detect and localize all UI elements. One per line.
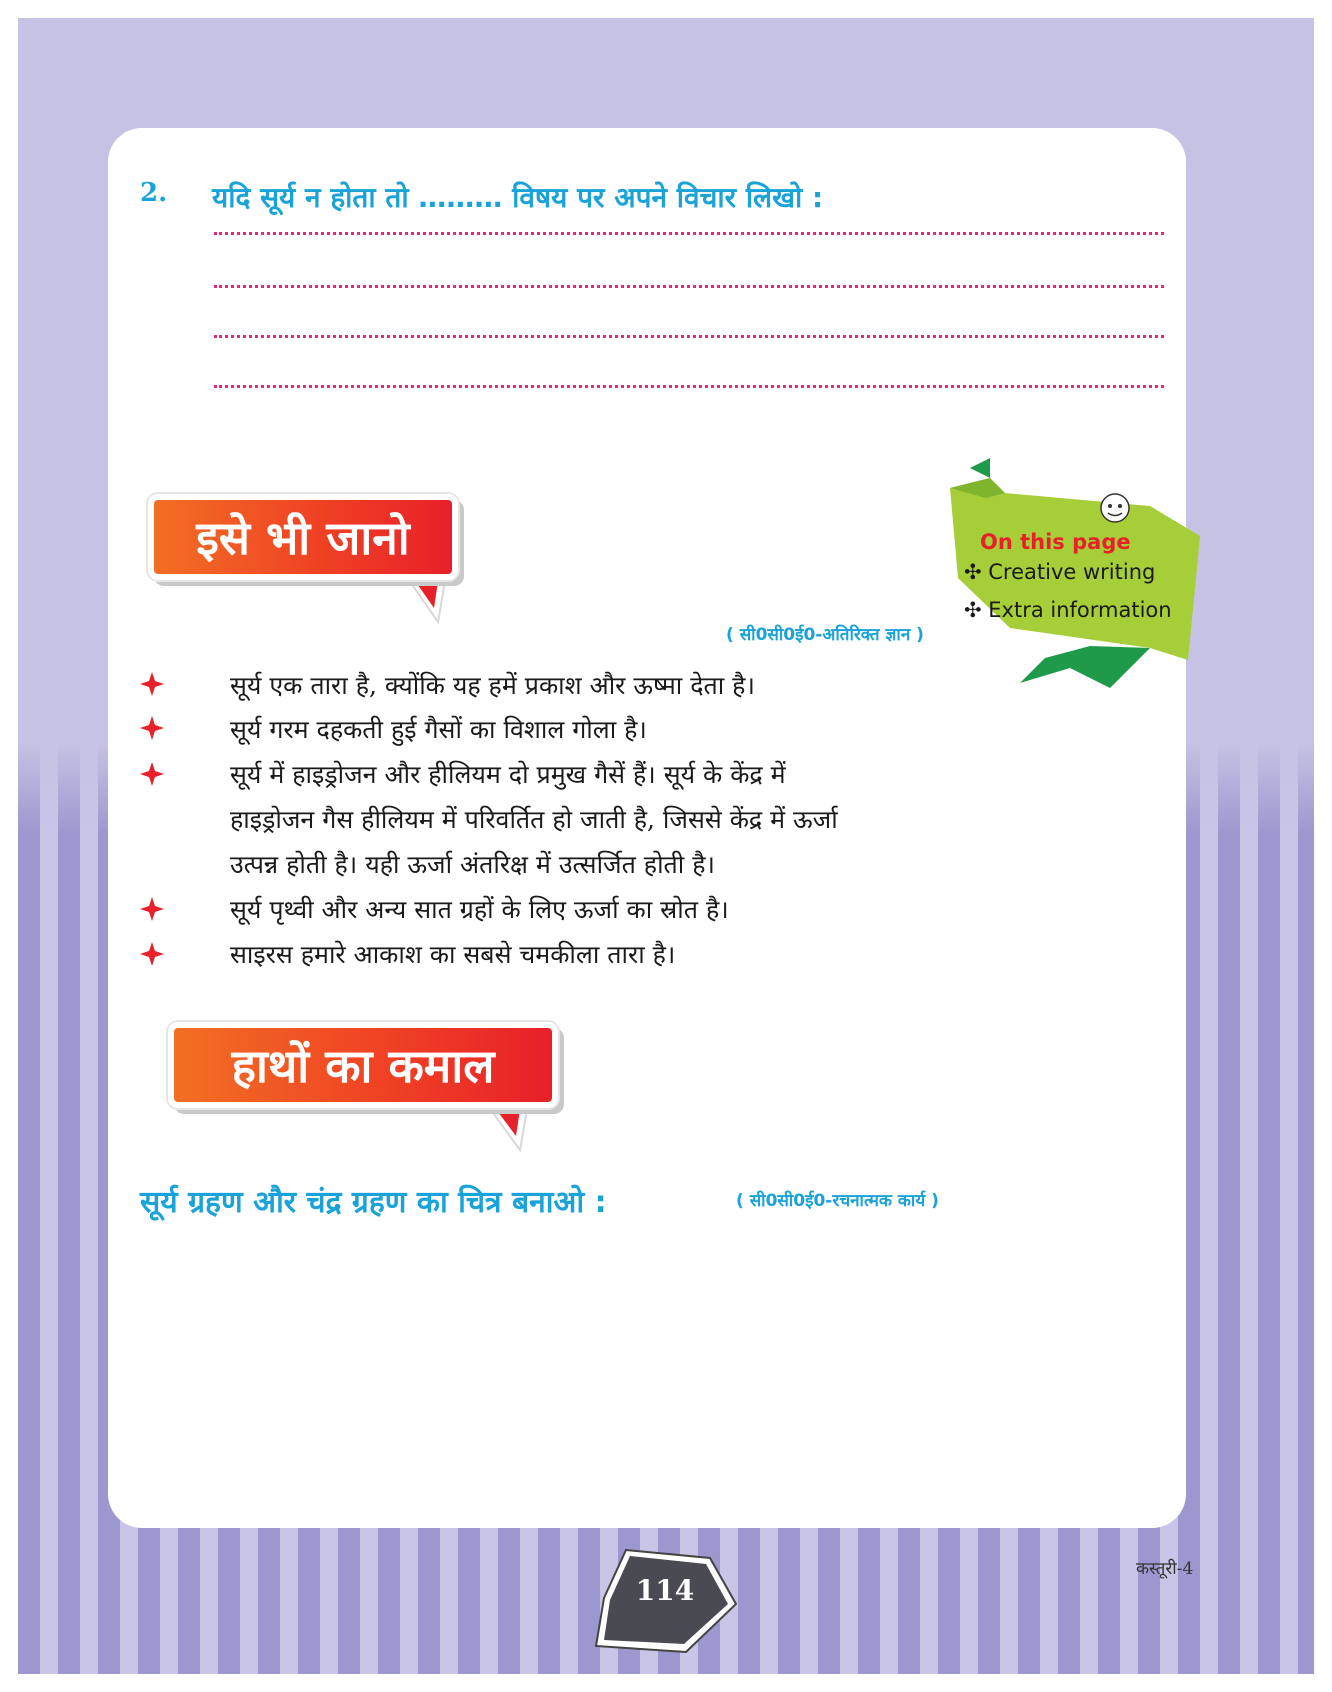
fact-line: हाइड्रोजन गैस हीलियम में परिवर्तित हो जाती है, जिससे केंद्र में ऊर्जा bbox=[230, 805, 838, 834]
book-title: कस्तूरी-4 bbox=[1136, 1559, 1194, 1579]
section-banner-know-more bbox=[148, 494, 458, 580]
question-text: यदि सूर्य न होता तो ……… विषय पर अपने विचार लिखो : bbox=[212, 181, 824, 214]
fact-line: सूर्य एक तारा है, क्योंकि यह हमें प्रकाश और ऊष्मा देता है। bbox=[230, 671, 755, 700]
answer-line[interactable] bbox=[214, 232, 1164, 235]
task-instruction: सूर्य ग्रहण और चंद्र ग्रहण का चित्र बनाओ : bbox=[140, 1185, 607, 1220]
page-number-badge bbox=[590, 1546, 740, 1656]
question-number: 2. bbox=[140, 178, 168, 208]
fact-line: साइरस हमारे आकाश का सबसे चमकीला तारा है। bbox=[230, 940, 676, 969]
fact-line: सूर्य गरम दहकती हुई गैसों का विशाल गोला है। bbox=[230, 715, 647, 744]
star-bullet-icon bbox=[140, 716, 164, 740]
star-bullet-icon bbox=[140, 942, 164, 966]
cce-note: ( सी0सी0ई0-रचनात्मक कार्य ) bbox=[736, 1191, 939, 1211]
star-bullet-icon bbox=[140, 762, 164, 786]
on-this-page-item: ✣ Extra information bbox=[964, 598, 1172, 622]
star-bullet-icon bbox=[140, 672, 164, 696]
banner-title: हाथों का कमाल bbox=[168, 1022, 558, 1108]
answer-line[interactable] bbox=[214, 285, 1164, 288]
fact-line: सूर्य में हाइड्रोजन और हीलियम दो प्रमुख गैसें हैं। सूर्य के केंद्र में bbox=[230, 760, 786, 789]
on-this-page-item: ✣ Creative writing bbox=[964, 560, 1156, 584]
star-bullet-icon bbox=[140, 897, 164, 921]
page-number: 114 bbox=[635, 1574, 695, 1607]
on-this-page-title: On this page bbox=[980, 530, 1131, 554]
cce-note: ( सी0सी0ई0-अतिरिक्त ज्ञान ) bbox=[726, 625, 924, 645]
fact-line: सूर्य पृथ्वी और अन्य सात ग्रहों के लिए ऊर्जा का स्रोत है। bbox=[230, 895, 729, 924]
banner-title: इसे भी जानो bbox=[148, 494, 458, 580]
fact-line: उत्पन्न होती है। यही ऊर्जा अंतरिक्ष में उत्सर्जित होती है। bbox=[230, 850, 715, 879]
section-banner-craft bbox=[168, 1022, 558, 1108]
answer-line[interactable] bbox=[214, 335, 1164, 338]
answer-line[interactable] bbox=[214, 385, 1164, 388]
